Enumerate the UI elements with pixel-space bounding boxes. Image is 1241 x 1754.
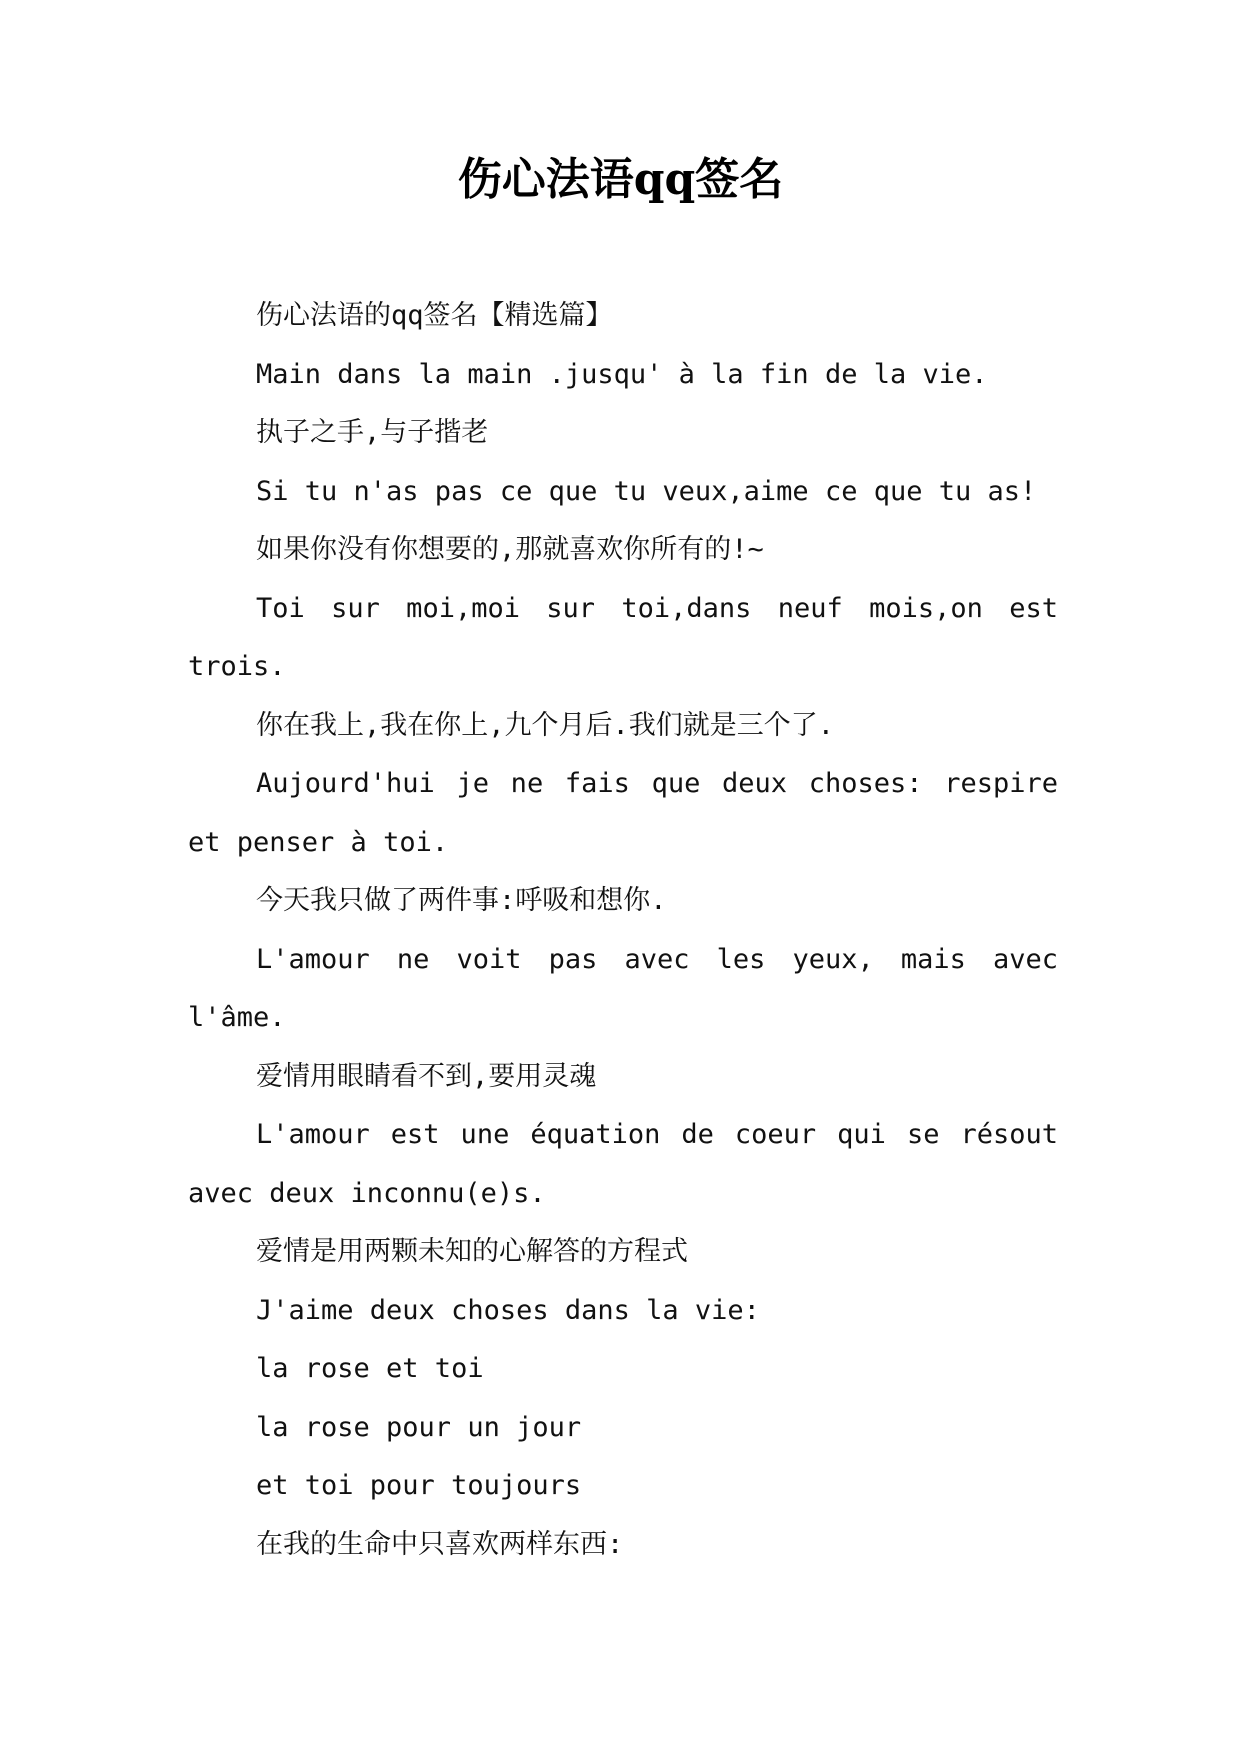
paragraph-chinese: 执子之手,与子揩老 — [256, 417, 489, 448]
paragraph-french: Toi sur moi,moi sur toi,dans neuf mois,on est trois. — [188, 592, 1058, 682]
paragraph-chinese: 在我的生命中只喜欢两样东西: — [256, 1528, 624, 1560]
paragraph-french: Si tu n'as pas ce que tu veux,aime ce que tu as! — [256, 475, 1037, 507]
paragraph-chinese: 如果你没有你想要的,那就喜欢你所有的!~ — [256, 534, 764, 565]
paragraph-heading: 伤心法语的qq签名【精选篇】 — [256, 300, 613, 331]
document-body — [188, 287, 1058, 1574]
paragraph-french: Aujourd'hui je ne fais que deux choses: respire et penser à toi. — [188, 768, 1058, 858]
document-title: 伤心法语qq签名 — [457, 154, 784, 205]
paragraph-chinese: 爱情用眼睛看不到,要用灵魂 — [256, 1060, 597, 1092]
paragraph-chinese: 爱情是用两颗未知的心解答的方程式 — [256, 1236, 688, 1267]
paragraph-french: L'amour est une équation de coeur qui se résout avec deux inconnu(e)s. — [188, 1119, 1058, 1209]
paragraph-french: la rose pour un jour — [256, 1411, 582, 1443]
paragraph-french: J'aime deux choses dans la vie: — [256, 1294, 760, 1326]
paragraph-french: Main dans la main .jusqu' à la fin de la vie. — [256, 358, 988, 390]
paragraph-french: et toi pour toujours — [256, 1470, 582, 1501]
paragraph-french: la rose et toi — [256, 1353, 484, 1384]
paragraph-french: L'amour ne voit pas avec les yeux, mais avec l'âme. — [188, 943, 1058, 1033]
paragraph-chinese: 你在我上,我在你上,九个月后.我们就是三个了. — [256, 709, 835, 741]
paragraph-chinese: 今天我只做了两件事:呼吸和想你. — [256, 885, 667, 916]
